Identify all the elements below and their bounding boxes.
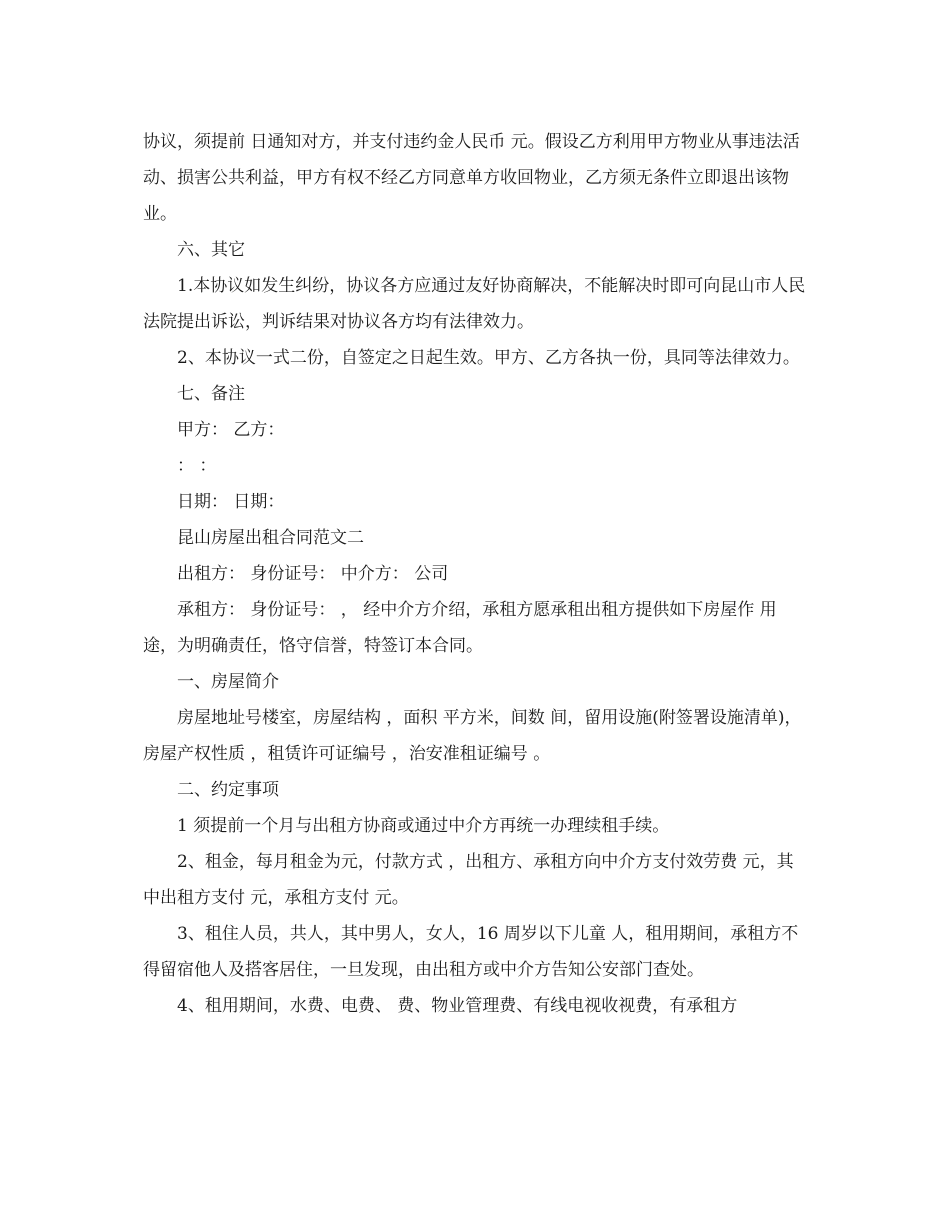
document-body <box>143 124 808 1024</box>
item-utilities: 4、租用期间，水费、电费、 费、物业管理费、有线电视收视费，有承租方 <box>177 996 738 1016</box>
signature-date-labels: 日期： 日期： <box>177 492 285 512</box>
contract-two-title: 昆山房屋出租合同范文二 <box>177 528 364 548</box>
paragraph-house-details: 房屋地址号楼室，房屋结构 ，面积 平方米，间数 间，留用设施(附签署设施清单)， 房屋产权性质 ，租赁许可证编号 ，治安准租证编号 。 <box>143 708 802 764</box>
item-rent: 2、租金，每月租金为元，付款方式 ，出租方、承租方向中介方支付效劳费 元，其中出租方支付 元，承租方支付 元。 <box>143 852 794 908</box>
heading-house-intro: 一、房屋简介 <box>177 672 279 692</box>
lessor-line: 出租方： 身份证号： 中介方： 公司 <box>177 564 449 584</box>
signature-party-labels: 甲方： 乙方： <box>177 420 285 440</box>
paragraph-copies-effective: 2、本协议一式二份，自签定之日起生效。甲方、乙方各执一份，具同等法律效力。 <box>177 348 800 368</box>
signature-colon-line: ： ： <box>177 456 217 476</box>
item-occupants: 3、租住人员，共人，其中男人，女人，16 周岁以下儿童 人，租用期间，承租方不得留宿他人及搭客居住，一旦发现，由出租方或中介方告知公安部门查处。 <box>143 924 799 980</box>
heading-agreed-matters: 二、约定事项 <box>177 780 279 800</box>
paragraph-termination-clause: 协议，须提前 日通知对方，并支付违约金人民币 元。假设乙方利用甲方物业从事违法活动、损害公共利益，甲方有权不经乙方同意单方收回物业，乙方须无条件立即退出该物业。 <box>143 132 800 224</box>
item-renewal: 1 须提前一个月与出租方协商或通过中介方再统一办理续租手续。 <box>177 816 670 836</box>
heading-section-six-other: 六、其它 <box>177 240 245 260</box>
lessee-line: 承租方： 身份证号： ， 经中介方介绍，承租方愿承租出租方提供如下房屋作 用途，为明确责任，恪守信誉，特签订本合同。 <box>143 600 777 656</box>
heading-section-seven-remarks: 七、备注 <box>177 384 245 404</box>
paragraph-dispute-resolution: 1.本协议如发生纠纷，协议各方应通过友好协商解决，不能解决时即可向昆山市人民法院提出诉讼，判诉结果对协议各方均有法律效力。 <box>143 276 806 332</box>
